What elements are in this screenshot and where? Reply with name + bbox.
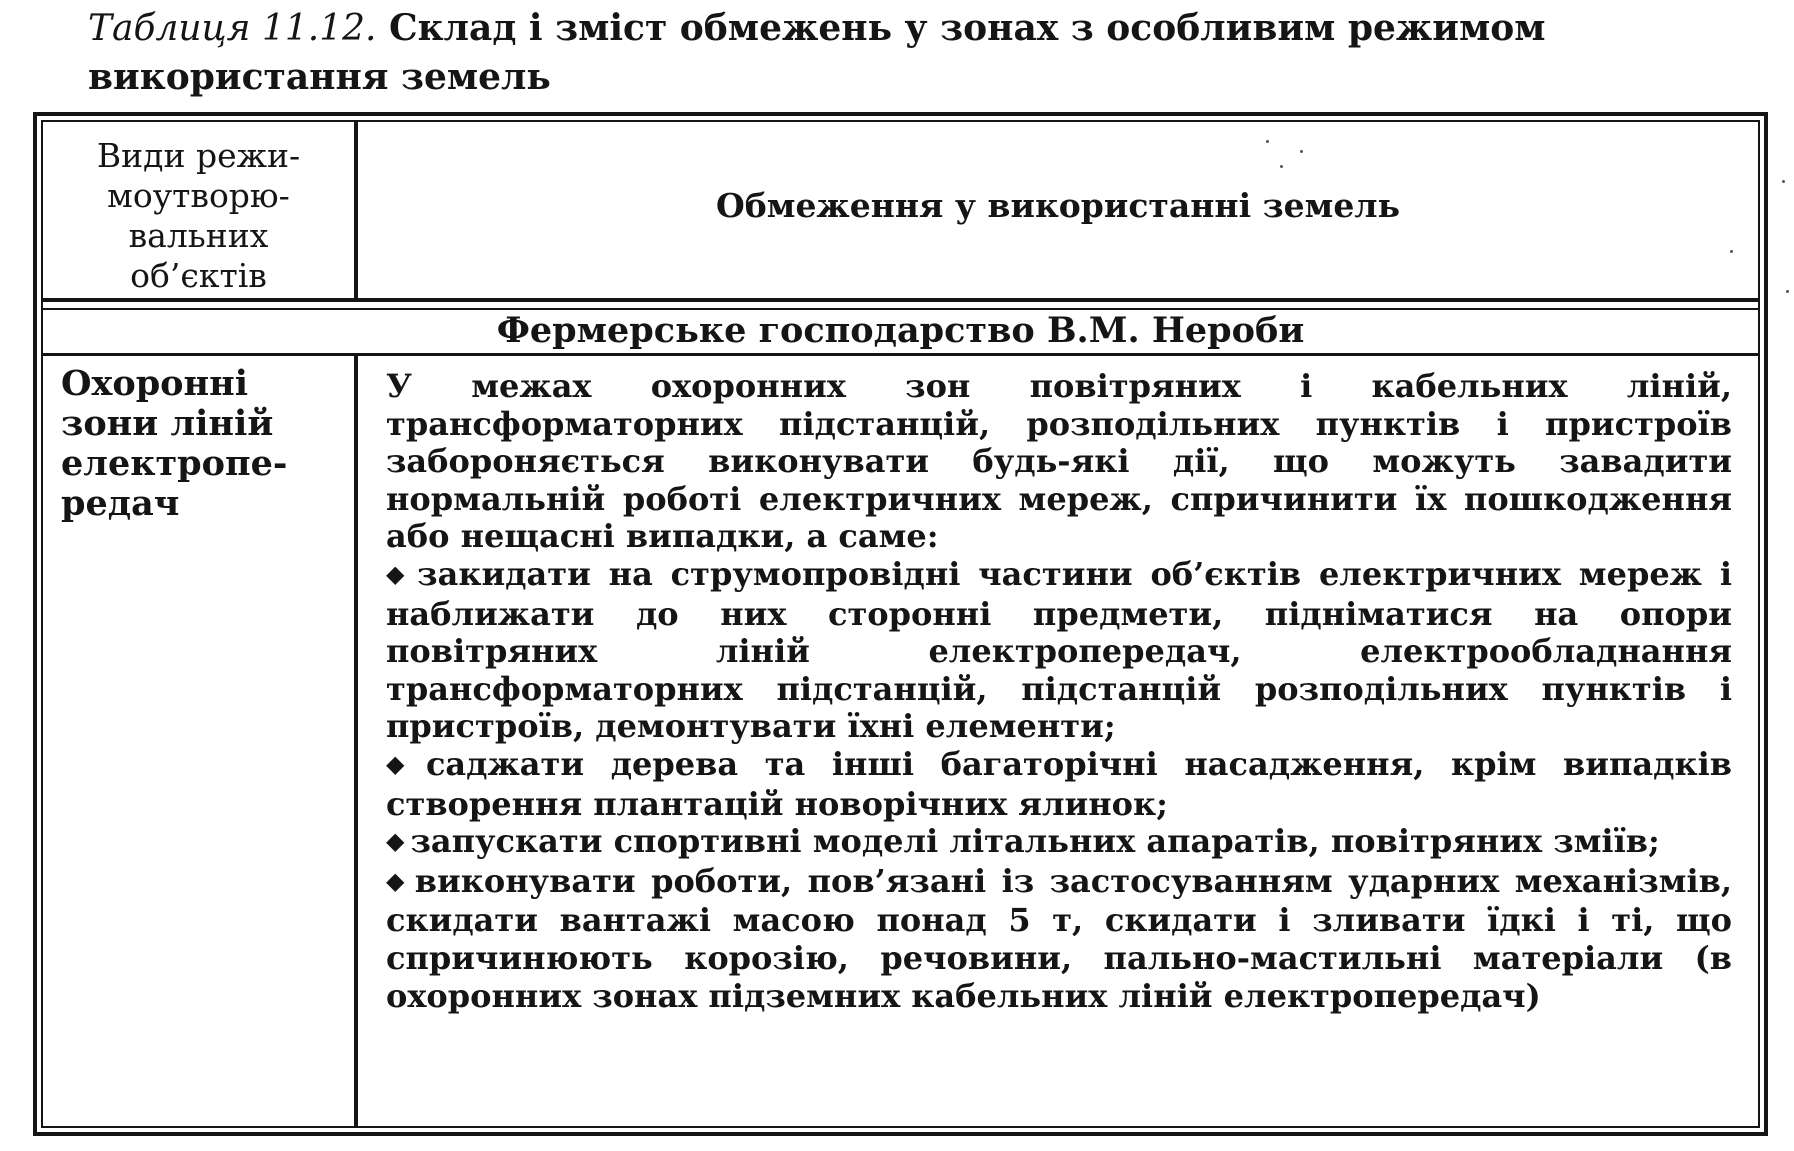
restriction-bullet-text: закидати на струмопровідні частини об’єктів електричних мереж і наближати до них сторонні предмети, підніматися на опори повітряних ліній електропередач, електрообладнання трансформаторних підстанцій, підстанцій розподільних пунктів і пристроїв, демонтувати їхні елементи; (386, 554, 1732, 746)
scan-speck (1730, 250, 1733, 253)
header-object-types-line: вальних (128, 216, 269, 255)
scan-speck (1266, 140, 1269, 143)
scan-speck (1782, 180, 1785, 183)
diamond-bullet-icon: ◆ (386, 865, 409, 895)
restriction-bullet-text: виконувати роботи, пов’язані із застосуванням ударних механізмів, скидати вантажі масою понад 5 т, скидати і зливати їдкі і ті, що спричинюють корозію, речовини, пально-мастильні матеріали (в охоронних зонах підземних кабельних ліній електропередач) (386, 861, 1732, 1015)
header-object-types-line: об’єктів (130, 256, 267, 295)
header-restrictions: Обмеження у використанні земель (716, 185, 1400, 225)
restriction-bullet (386, 746, 1732, 823)
header-object-types-line: Види режи- (96, 136, 301, 175)
scan-speck (1280, 165, 1283, 168)
restriction-bullet-text: саджати дерева та інші багаторічні насадження, крім випадків створення плантацій новорічних ялинок; (386, 744, 1732, 823)
object-type-line: електропе- (61, 443, 288, 484)
restriction-bullet (386, 823, 1732, 863)
restrictions-table (33, 112, 1768, 1136)
object-type-line: редач (61, 483, 180, 524)
table-title: Склад і зміст обмежень у зонах з особливим режимом використання земель (88, 7, 1546, 98)
table-row (43, 356, 1758, 1126)
restriction-bullet (386, 556, 1732, 746)
diamond-bullet-icon: ◆ (386, 748, 420, 778)
restrictions-intro: У межах охоронних зон повітряних і кабельних ліній, трансформаторних підстанцій, розподільних пунктів і пристроїв забороняється виконувати будь-які дії, що можуть завадити нормальній роботі електричних мереж, спричинити їх пошкодження або нещасні випадки, а саме: (386, 367, 1732, 556)
object-type-cell (43, 356, 358, 1126)
object-type-line: зони ліній (61, 403, 274, 444)
diamond-bullet-icon: ◆ (386, 826, 405, 856)
object-type-line: Охоронні (61, 363, 249, 404)
restriction-bullet-text: запускати спортивні моделі літальних апаратів, повітряних зміїв; (410, 822, 1660, 861)
scan-speck (1786, 290, 1789, 293)
table-number: Таблиця 11.12. (88, 8, 377, 49)
restrictions-cell (358, 356, 1758, 1126)
table-caption (88, 4, 1688, 101)
table-inner-border (41, 120, 1760, 1128)
header-object-types-line: моутворю- (107, 176, 290, 215)
restriction-bullet (386, 863, 1732, 1015)
section-title-row: Фермерське господарство В.М. Нероби (43, 308, 1758, 356)
table-header-row (43, 122, 1758, 302)
diamond-bullet-icon: ◆ (386, 558, 412, 588)
header-object-types (43, 122, 358, 298)
scan-speck (1300, 150, 1303, 153)
